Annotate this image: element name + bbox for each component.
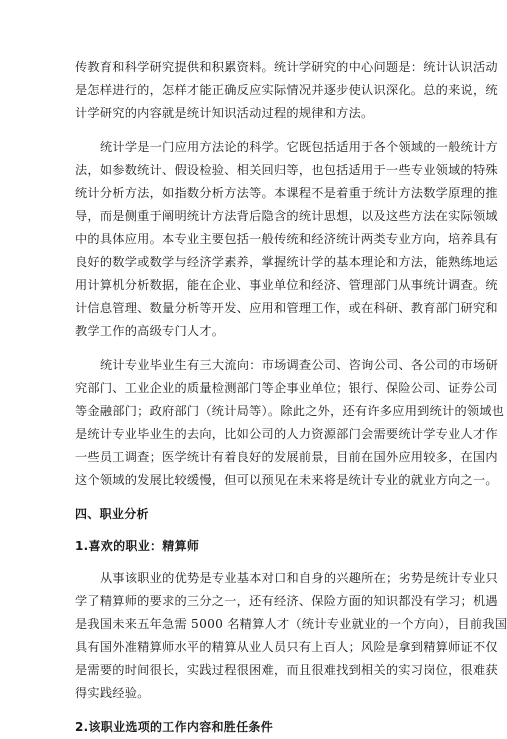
text-line: 教学工作的高级专门人才。 (75, 324, 225, 338)
text-line: 用计算机分析数据，能在企业、事业单位和经济、管理部门从事统计调查。统 (75, 278, 498, 292)
paragraph-graduates (75, 354, 505, 492)
text-line: 从事该职业的优势是专业基本对口和自身的兴趣所在；劣势是统计专业只 (100, 571, 498, 585)
text-line: 学了精算师的要求的三分之一，还有经济、保险方面的知识都没有学习；机遇 (75, 594, 498, 608)
text-line: 究部门、工业企业的质量检测部门等企事业单位；银行、保险公司、证券公司 (75, 381, 498, 395)
text-line: 中的具体应用。本专业主要包括一般传统和经济统计两类专业方向，培养具有 (75, 232, 498, 246)
text-line: 统计学是一门应用方法论的科学。它既包括适用于各个领域的一般统计方 (100, 140, 498, 154)
text-line: 传教育和科学研究提供和积累资料。统计学研究的中心问题是：统计认识活动 (75, 60, 498, 74)
text-line: 法，如参数统计、假设检验、相关回归等，也包括适用于一些专业领域的特殊 (75, 163, 498, 177)
text-line: 是我国未来五年急需 5000 名精算人才（统计专业就业的一个方向），目前我国 (75, 617, 507, 631)
text-line: 计学研究的内容就是统计知识活动过程的规律和方法。 (75, 106, 374, 120)
text-line: 具有国外准精算师水平的精算从业人员只有上百人；风险是拿到精算师证不仅 (75, 640, 498, 654)
subsection-heading: 1.喜欢的职业：精算师 (75, 539, 200, 553)
text-line: 是统计专业毕业生的去向，比如公司的人力资源部门会需要统计学专业人才作 (75, 427, 498, 441)
text-line: 统计分析方法，如指数分析方法等。本课程不是着重于统计方法数学原理的推 (75, 186, 498, 200)
text-line: 是怎样进行的，怎样才能正确反应实际情况并逐步使认识深化。总的来说，统 (75, 83, 498, 97)
text-line: 统计专业毕业生有三大流向：市场调查公司、咨询公司、各公司的市场研 (100, 358, 498, 372)
subsection-heading: 2.该职业选项的工作内容和胜任条件 (75, 720, 274, 734)
text-line: 一些员工调查；医学统计有着良好的发展前景，目前在国外应用较多，在国内 (75, 450, 498, 464)
text-line: 计信息管理、数量分析等开发、应用和管理工作，或在科研、教育部门研究和 (75, 301, 498, 315)
section-heading: 四、职业分析 (75, 507, 149, 521)
paragraph-actuary (75, 567, 507, 705)
paragraph-methodology (75, 136, 498, 343)
text-line: 是需要的时间很长，实践过程很困难，而且很难找到相关的实习岗位，很难获 (75, 663, 498, 677)
document-page (75, 56, 507, 739)
paragraph-intro (75, 56, 498, 125)
text-line: 得实践经验。 (75, 686, 150, 700)
text-line: 这个领域的发展比较缓慢，但可以预见在未来将是统计专业的就业方向之一。 (75, 473, 498, 487)
text-line: 导，而是侧重于阐明统计方法背后隐含的统计思想，以及这些方法在实际领域 (75, 209, 498, 223)
text-line: 良好的数学或数学与经济学素养，掌握统计学的基本理论和方法，能熟练地运 (75, 255, 498, 269)
text-line: 等金融部门；政府部门（统计局等）。除此之外，还有许多应用到统计的领域也 (75, 404, 505, 418)
